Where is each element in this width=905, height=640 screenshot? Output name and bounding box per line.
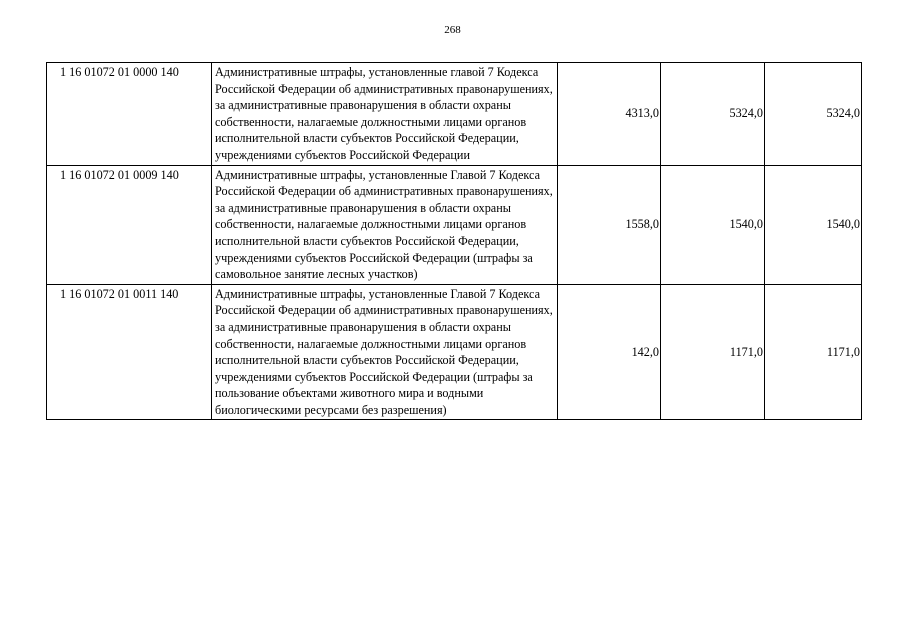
table-row	[47, 284, 862, 420]
row-value2-cell: 5324,0	[661, 63, 765, 166]
page-number: 268	[444, 24, 461, 36]
row-description-cell: Административные штрафы, установленные главой 7 Кодекса Российской Федерации об административных правонарушениях, за административные правонарушения в области охраны собственности, налагаемые должностными лицами органов исполнительной власти субъектов Российской Федерации, учреждениями субъектов Российской Федерации	[212, 63, 558, 166]
table-row	[47, 63, 862, 166]
table-row	[47, 165, 862, 284]
budget-table	[46, 62, 862, 420]
row-code-cell: 1 16 01072 01 0011 140	[47, 284, 212, 420]
row-value1-cell: 142,0	[558, 284, 661, 420]
row-value3-cell: 1171,0	[765, 284, 862, 420]
row-value1-cell: 4313,0	[558, 63, 661, 166]
row-description-cell: Административные штрафы, установленные Главой 7 Кодекса Российской Федерации об административных правонарушениях, за административные правонарушения в области охраны собственности, налагаемые должностными лицами органов исполнительной власти субъектов Российской Федерации, учреждениями субъектов Российской Федерации (штрафы за пользование объектами животного мира и водными биологическими ресурсами без разрешения)	[212, 284, 558, 420]
row-value3-cell: 1540,0	[765, 165, 862, 284]
row-code-cell: 1 16 01072 01 0009 140	[47, 165, 212, 284]
row-value1-cell: 1558,0	[558, 165, 661, 284]
row-value2-cell: 1171,0	[661, 284, 765, 420]
row-value3-cell: 5324,0	[765, 63, 862, 166]
row-value2-cell: 1540,0	[661, 165, 765, 284]
row-code-cell: 1 16 01072 01 0000 140	[47, 63, 212, 166]
row-description-cell: Административные штрафы, установленные Главой 7 Кодекса Российской Федерации об административных правонарушениях, за административные правонарушения в области охраны собственности, налагаемые должностными лицами органов исполнительной власти субъектов Российской Федерации, учреждениями субъектов Российской Федерации (штрафы за самовольное занятие лесных участков)	[212, 165, 558, 284]
